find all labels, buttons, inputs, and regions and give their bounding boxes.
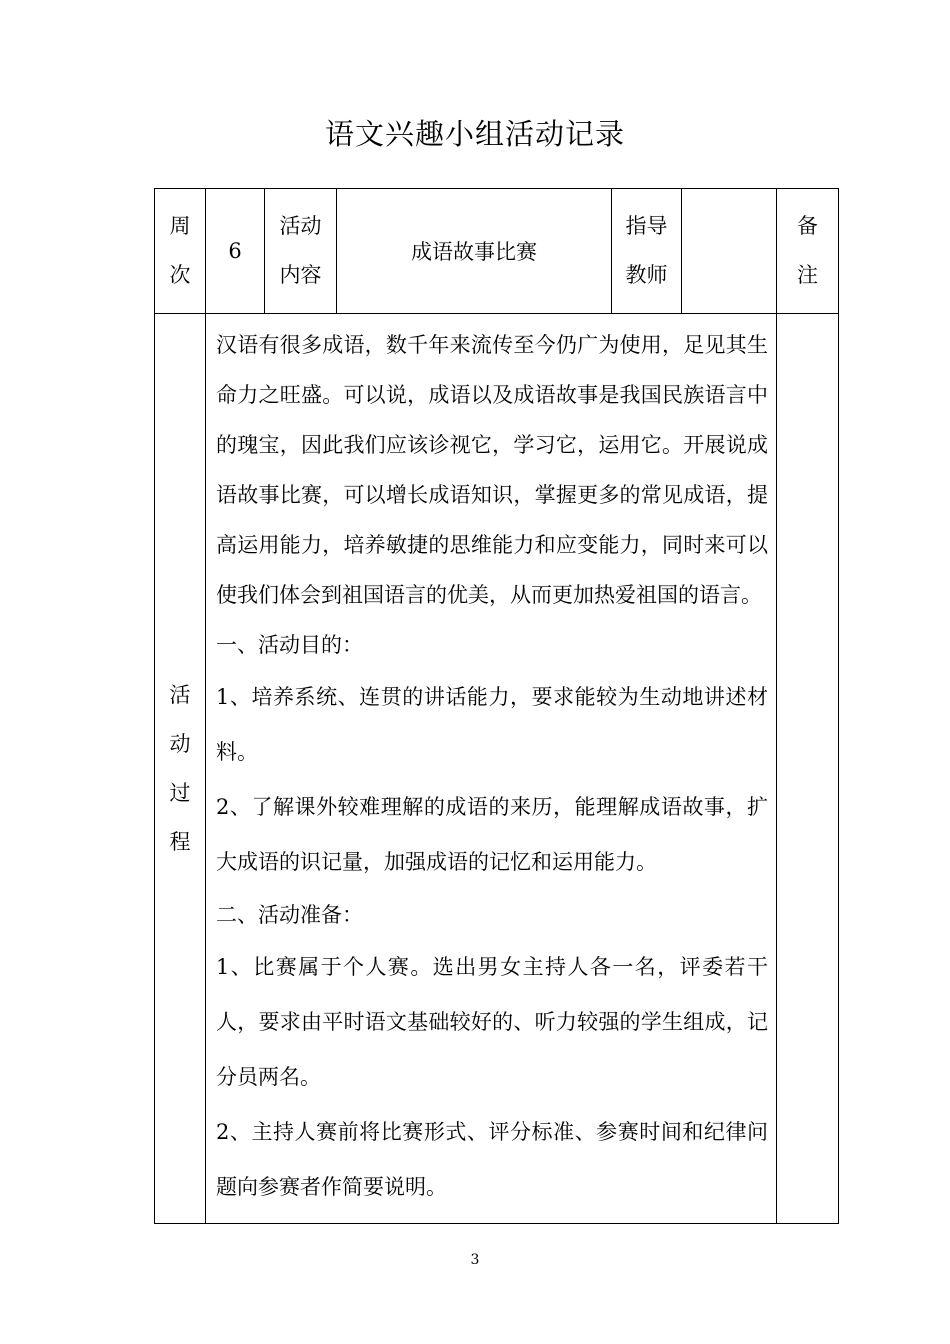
week-value: 6 — [206, 189, 265, 314]
content-label: 活动 内容 — [265, 189, 337, 314]
goal-item-1: 1、培养系统、连贯的讲话能力，要求能较为生动地讲述材料。 — [216, 685, 768, 764]
page-title: 语文兴趣小组活动记录 — [324, 117, 625, 151]
teacher-value — [682, 189, 777, 314]
remarks-cell — [777, 314, 839, 1224]
process-label: 活 动 过 程 — [155, 314, 206, 1224]
header-row — [155, 189, 839, 314]
goal-item-2: 2、了解课外较难理解的成语的来历，能理解成语故事，扩大成语的识记量，加强成语的记忆和运用能力。 — [216, 795, 768, 874]
process-content — [206, 314, 777, 1224]
content-value: 成语故事比赛 — [337, 189, 612, 314]
prep-item-2: 2、主持人赛前将比赛形式、评分标准、参赛时间和纪律问题向参赛者作简要说明。 — [216, 1120, 768, 1199]
activity-record-table — [154, 188, 839, 1224]
prep-item-1: 1、比赛属于个人赛。选出男女主持人各一名，评委若干人，要求由平时语文基础较好的、听力较强的学生组成，记分员两名。 — [216, 955, 768, 1089]
intro-paragraph: 汉语有很多成语，数千年来流传至今仍广为使用，足见其生命力之旺盛。可以说，成语以及成语故事是我国民族语言中的瑰宝，因此我们应该诊视它，学习它，运用它。开展说成语故事比赛，可以增长成语知识，掌握更多的常见成语，提高运用能力，培养敏捷的思维能力和应变能力，同时来可以使我们体会到祖国语言的优美，从而更加热爱祖国的语言。 — [216, 333, 768, 607]
section-heading-prep: 二、活动准备： — [216, 903, 363, 927]
process-row — [155, 314, 839, 1224]
page-number: 3 — [470, 1252, 480, 1268]
teacher-label: 指导 教师 — [612, 189, 682, 314]
section-heading-goals: 一、活动目的： — [216, 633, 363, 657]
week-label: 周 次 — [155, 189, 206, 314]
remarks-label: 备 注 — [777, 189, 839, 314]
